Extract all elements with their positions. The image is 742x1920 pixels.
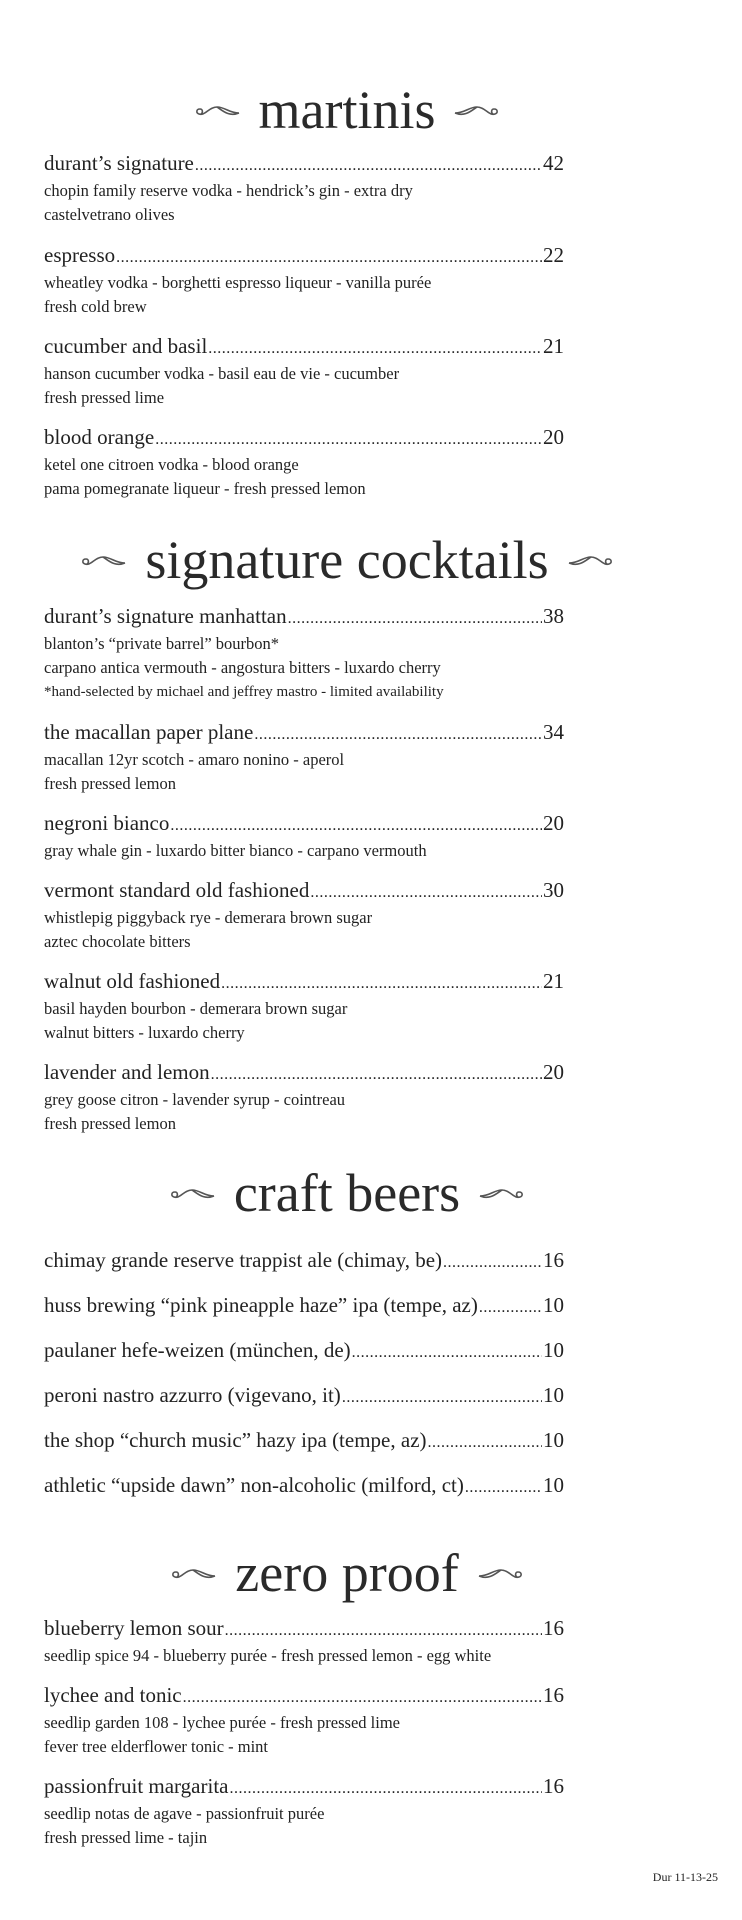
item-description: ketel one citroen vodka - blood orange (44, 455, 299, 474)
menu-item (44, 719, 564, 796)
section-title (0, 1163, 742, 1223)
item-price: 34 (543, 720, 564, 744)
item-name: the macallan paper plane (44, 720, 254, 744)
item-price: 16 (543, 1616, 564, 1640)
section-title-text: craft beers (233, 1163, 461, 1223)
item-price: 16 (543, 1248, 564, 1272)
menu-item (44, 150, 564, 227)
item-name: the shop “church music” hazy ipa (tempe, az) (44, 1428, 427, 1452)
leader-dots (208, 336, 542, 362)
item-description: fresh pressed lemon (44, 774, 176, 793)
menu-item (44, 1059, 564, 1136)
flourish-right-icon (453, 104, 499, 120)
item-price: 10 (543, 1293, 564, 1317)
item-price: 20 (543, 811, 564, 835)
item-description: whistlepig piggyback rye - demerara brown sugar (44, 908, 373, 927)
menu-item (44, 877, 564, 954)
item-name: peroni nastro azzurro (vigevano, it) (44, 1383, 341, 1407)
item-description: fever tree elderflower tonic - mint (44, 1737, 269, 1756)
item-description: grey goose citron - lavender syrup - cointreau (44, 1090, 346, 1109)
leader-dots (254, 722, 542, 748)
section-title (0, 80, 742, 140)
menu-item (44, 1682, 564, 1759)
leader-dots (352, 1340, 542, 1366)
item-description: seedlip spice 94 - blueberry purée - fresh pressed lemon - egg white (44, 1646, 492, 1665)
leader-dots (221, 971, 542, 997)
item-description: seedlip garden 108 - lychee purée - fresh pressed lime (44, 1713, 400, 1732)
leader-dots (195, 153, 542, 179)
flourish-left-icon (195, 104, 241, 120)
section-title-text: zero proof (235, 1543, 459, 1603)
menu-item (44, 1615, 564, 1668)
item-description: pama pomegranate liqueur - fresh pressed lemon (44, 479, 366, 498)
menu-item (44, 603, 564, 704)
leader-dots (288, 606, 542, 632)
item-price: 10 (543, 1473, 564, 1497)
item-price: 42 (543, 151, 564, 175)
item-description: fresh cold brew (44, 297, 147, 316)
document-code: Dur 11-13-25 (652, 1870, 718, 1884)
item-description: fresh pressed lemon (44, 1114, 176, 1133)
item-price: 21 (543, 334, 564, 358)
item-description: hanson cucumber vodka - basil eau de vie - cucumber (44, 364, 400, 383)
item-price: 16 (543, 1774, 564, 1798)
item-name: vermont standard old fashioned (44, 878, 310, 902)
item-description: blanton’s “private barrel” bourbon* (44, 634, 280, 653)
leader-dots (428, 1430, 542, 1456)
leader-dots (211, 1062, 542, 1088)
item-price: 38 (543, 604, 564, 628)
item-description: carpano antica vermouth - angostura bitters - luxardo cherry (44, 658, 441, 677)
menu-item (44, 1472, 564, 1501)
item-price: 16 (543, 1683, 564, 1707)
leader-dots (479, 1295, 542, 1321)
section-title (0, 530, 742, 590)
item-name: durant’s signature (44, 151, 194, 175)
menu-item (44, 242, 564, 319)
leader-dots (183, 1685, 542, 1711)
leader-dots (310, 880, 542, 906)
item-name: passionfruit margarita (44, 1774, 229, 1798)
item-price: 10 (543, 1428, 564, 1452)
item-description: wheatley vodka - borghetti espresso liqueur - vanilla purée (44, 273, 432, 292)
item-name: blood orange (44, 425, 155, 449)
flourish-right-icon (567, 554, 613, 570)
menu-item (44, 1773, 564, 1850)
item-description: macallan 12yr scotch - amaro nonino - aperol (44, 750, 345, 769)
leader-dots (229, 1776, 542, 1802)
menu-item (44, 1247, 564, 1276)
leader-dots (170, 813, 542, 839)
leader-dots (465, 1475, 542, 1501)
item-name: paulaner hefe-weizen (münchen, de) (44, 1338, 351, 1362)
menu-item (44, 810, 564, 863)
leader-dots (443, 1250, 542, 1276)
item-price: 20 (543, 425, 564, 449)
menu-item (44, 968, 564, 1045)
item-price: 30 (543, 878, 564, 902)
item-footnote: *hand-selected by michael and jeffrey mastro - limited availability (44, 684, 444, 700)
item-description: castelvetrano olives (44, 205, 175, 224)
leader-dots (342, 1385, 542, 1411)
leader-dots (155, 427, 542, 453)
item-price: 10 (543, 1383, 564, 1407)
menu-item (44, 424, 564, 501)
section-title-text: signature cocktails (145, 530, 549, 590)
flourish-right-icon (477, 1567, 523, 1583)
item-description: chopin family reserve vodka - hendrick’s gin - extra dry (44, 181, 413, 200)
item-name: athletic “upside dawn” non-alcoholic (milford, ct) (44, 1473, 464, 1497)
item-name: lychee and tonic (44, 1683, 182, 1707)
item-name: walnut old fashioned (44, 969, 221, 993)
flourish-left-icon (171, 1567, 217, 1583)
flourish-left-icon (170, 1187, 216, 1203)
menu-item (44, 333, 564, 410)
item-price: 21 (543, 969, 564, 993)
leader-dots (116, 245, 542, 271)
item-description: basil hayden bourbon - demerara brown sugar (44, 999, 348, 1018)
section-title-text: martinis (258, 80, 436, 140)
item-description: fresh pressed lime (44, 388, 165, 407)
menu-item (44, 1292, 564, 1321)
item-name: negroni bianco (44, 811, 170, 835)
item-price: 20 (543, 1060, 564, 1084)
item-name: cucumber and basil (44, 334, 208, 358)
item-description: aztec chocolate bitters (44, 932, 191, 951)
menu-item (44, 1427, 564, 1456)
item-description: gray whale gin - luxardo bitter bianco - carpano vermouth (44, 841, 427, 860)
flourish-right-icon (478, 1187, 524, 1203)
item-name: lavender and lemon (44, 1060, 210, 1084)
item-name: espresso (44, 243, 116, 267)
item-price: 10 (543, 1338, 564, 1362)
item-description: walnut bitters - luxardo cherry (44, 1023, 245, 1042)
leader-dots (225, 1618, 542, 1644)
menu-item (44, 1382, 564, 1411)
item-name: blueberry lemon sour (44, 1616, 224, 1640)
section-title (0, 1543, 742, 1603)
item-name: chimay grande reserve trappist ale (chimay, be) (44, 1248, 443, 1272)
item-name: durant’s signature manhattan (44, 604, 287, 628)
flourish-left-icon (81, 554, 127, 570)
item-description: seedlip notas de agave - passionfruit purée (44, 1804, 325, 1823)
menu-item (44, 1337, 564, 1366)
item-price: 22 (543, 243, 564, 267)
item-name: huss brewing “pink pineapple haze” ipa (tempe, az) (44, 1293, 478, 1317)
item-description: fresh pressed lime - tajin (44, 1828, 208, 1847)
